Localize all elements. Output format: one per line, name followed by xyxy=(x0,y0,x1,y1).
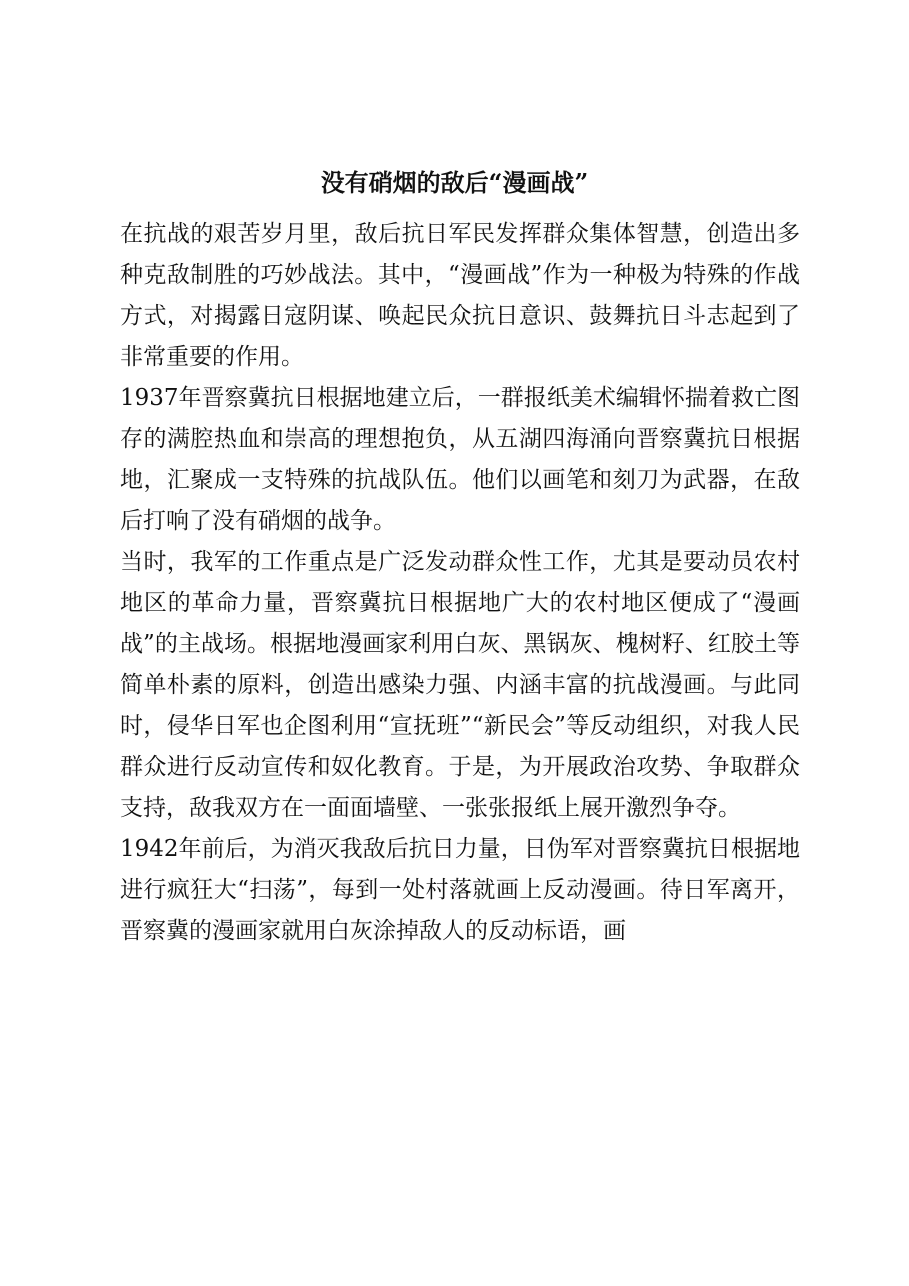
paragraph-2: 1937年晋察冀抗日根据地建立后，一群报纸美术编辑怀揣着救亡图存的满腔热血和崇高的理想抱负，从五湖四海涌向晋察冀抗日根据地，汇聚成一支特殊的抗战队伍。他们以画笔和刻刀为武器，在敌后打响了没有硝烟的战争。 xyxy=(120,385,800,534)
article-body xyxy=(120,214,800,952)
paragraph-1: 在抗战的艰苦岁月里，敌后抗日军民发挥群众集体智慧，创造出多种克敌制胜的巧妙战法。其中，“漫画战”作为一种极为特殊的作战方式，对揭露日寇阴谋、唤起民众抗日意识、鼓舞抗日斗志起到了非常重要的作用。 xyxy=(120,221,800,370)
paragraph-3: 当时，我军的工作重点是广泛发动群众性工作，尤其是要动员农村地区的革命力量，晋察冀抗日根据地广大的农村地区便成了“漫画战”的主战场。根据地漫画家利用白灰、黑锅灰、槐树籽、红胶土等简单朴素的原料，创造出感染力强、内涵丰富的抗战漫画。与此同时，侵华日军也企图利用“宣抚班”“新民会”等反动组织，对我人民群众进行反动宣传和奴化教育。于是，为开展政治攻势、争取群众支持，敌我双方在一面面墙壁、一张张报纸上展开激烈争夺。 xyxy=(120,549,800,821)
article-title: 没有硝烟的敌后“漫画战” xyxy=(320,168,589,197)
paragraph-4: 1942年前后，为消灭我敌后抗日力量，日伪军对晋察冀抗日根据地进行疯狂大“扫荡”，每到一处村落就画上反动漫画。待日军离开，晋察冀的漫画家就用白灰涂掉敌人的反动标语，画 xyxy=(120,836,800,944)
